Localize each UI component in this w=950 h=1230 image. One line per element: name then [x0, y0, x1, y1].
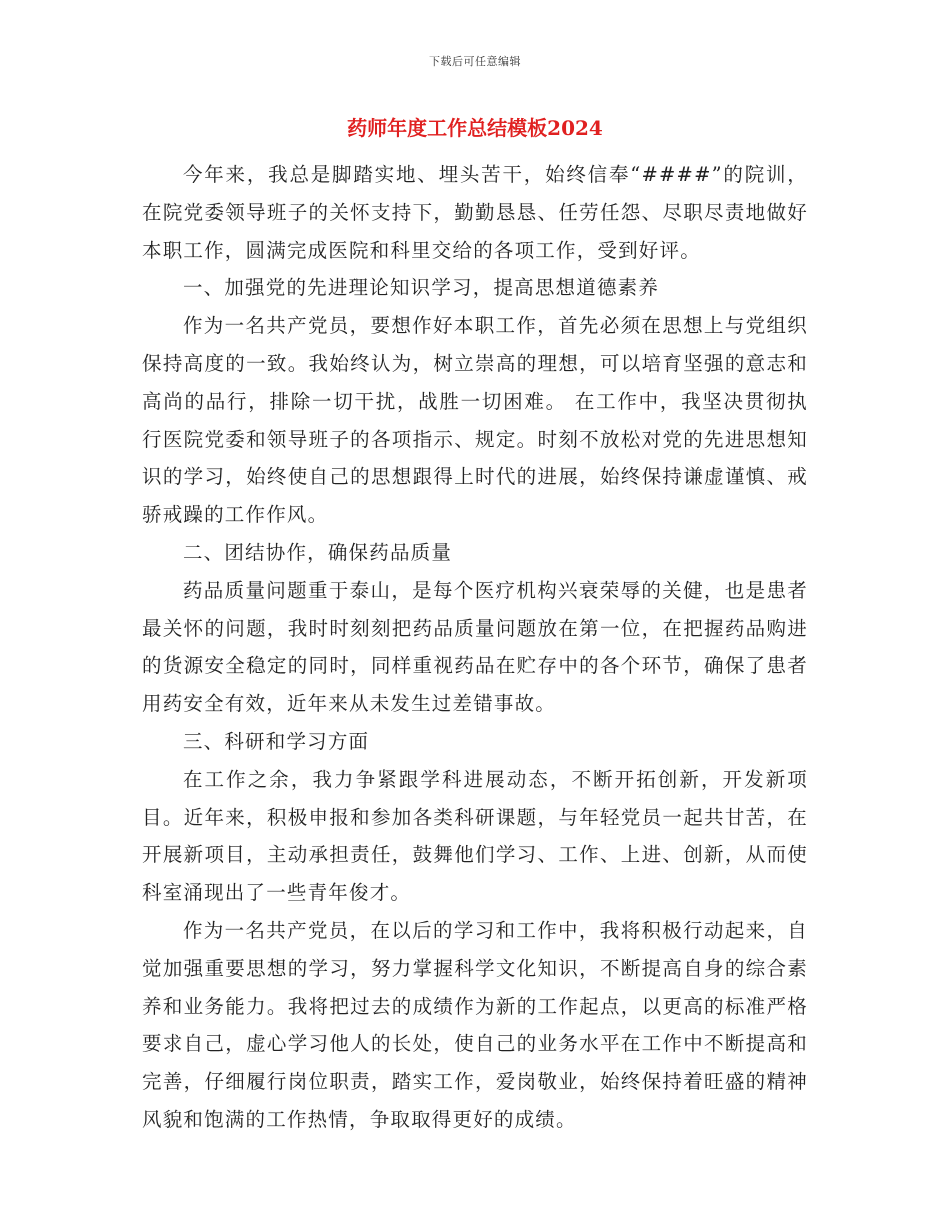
paragraph-conclusion: 作为一名共产党员，在以后的学习和工作中，我将积极行动起来，自觉加强重要思想的学习，努力掌握科学文化知识，不断提高自身的综合素养和业务能力。我将把过去的成绩作为新的工作起点，以更高的标准严格要求自己，虚心学习他人的长处，使自己的业务水平在工作中不断提高和完善，仔细履行岗位职责，踏实工作，爱岗敬业，始终保持着旺盛的精神风貌和饱满的工作热情，争取取得更好的成绩。 [142, 918, 808, 1131]
section-heading-1: 一、加强党的先进理论知识学习，提高思想道德素养 [182, 276, 660, 300]
paragraph-section-1: 作为一名共产党员，要想作好本职工作，首先必须在思想上与党组织保持高度的一致。我始终认为，树立崇高的理想，可以培育坚强的意志和高尚的品行，排除一切干扰，战胜一切困难。 在工作中，我坚决贯彻执行医院党委和领导班子的各项指示、规定。时刻不放松对党的先进思想知识的学习，始终使自己的思想跟得上时代的进展，始终保持谦虚谨慎、戒骄戒躁的工作作风。 [142, 314, 808, 527]
document-title: 药师年度工作总结模板2024 [347, 116, 603, 140]
document-body [142, 156, 808, 1139]
header-note: 下载后可任意编辑 [429, 55, 521, 68]
paragraph-section-2: 药品质量问题重于泰山，是每个医疗机构兴衰荣辱的关健，也是患者最关怀的问题，我时时刻刻把药品质量问题放在第一位，在把握药品购进的货源安全稳定的同时，同样重视药品在贮存中的各个环节，确保了患者用药安全有效，近年来从未发生过差错事故。 [142, 578, 808, 716]
paragraph-intro: 今年来，我总是脚踏实地、埋头苦干，始终信奉“####”的院训，在院党委领导班子的关怀支持下，勤勤恳恳、任劳任怨、尽职尽责地做好本职工作，圆满完成医院和科里交给的各项工作，受到好评。 [142, 163, 808, 262]
section-heading-3: 三、科研和学习方面 [182, 729, 370, 753]
paragraph-section-3: 在工作之余，我力争紧跟学科进展动态，不断开拓创新，开发新项目。近年来，积极申报和参加各类科研课题，与年轻党员一起共甘苦，在开展新项目，主动承担责任，鼓舞他们学习、工作、上进、创新，从而使科室涌现出了一些青年俊才。 [142, 767, 808, 905]
section-heading-2: 二、团结协作，确保药品质量 [182, 540, 453, 564]
